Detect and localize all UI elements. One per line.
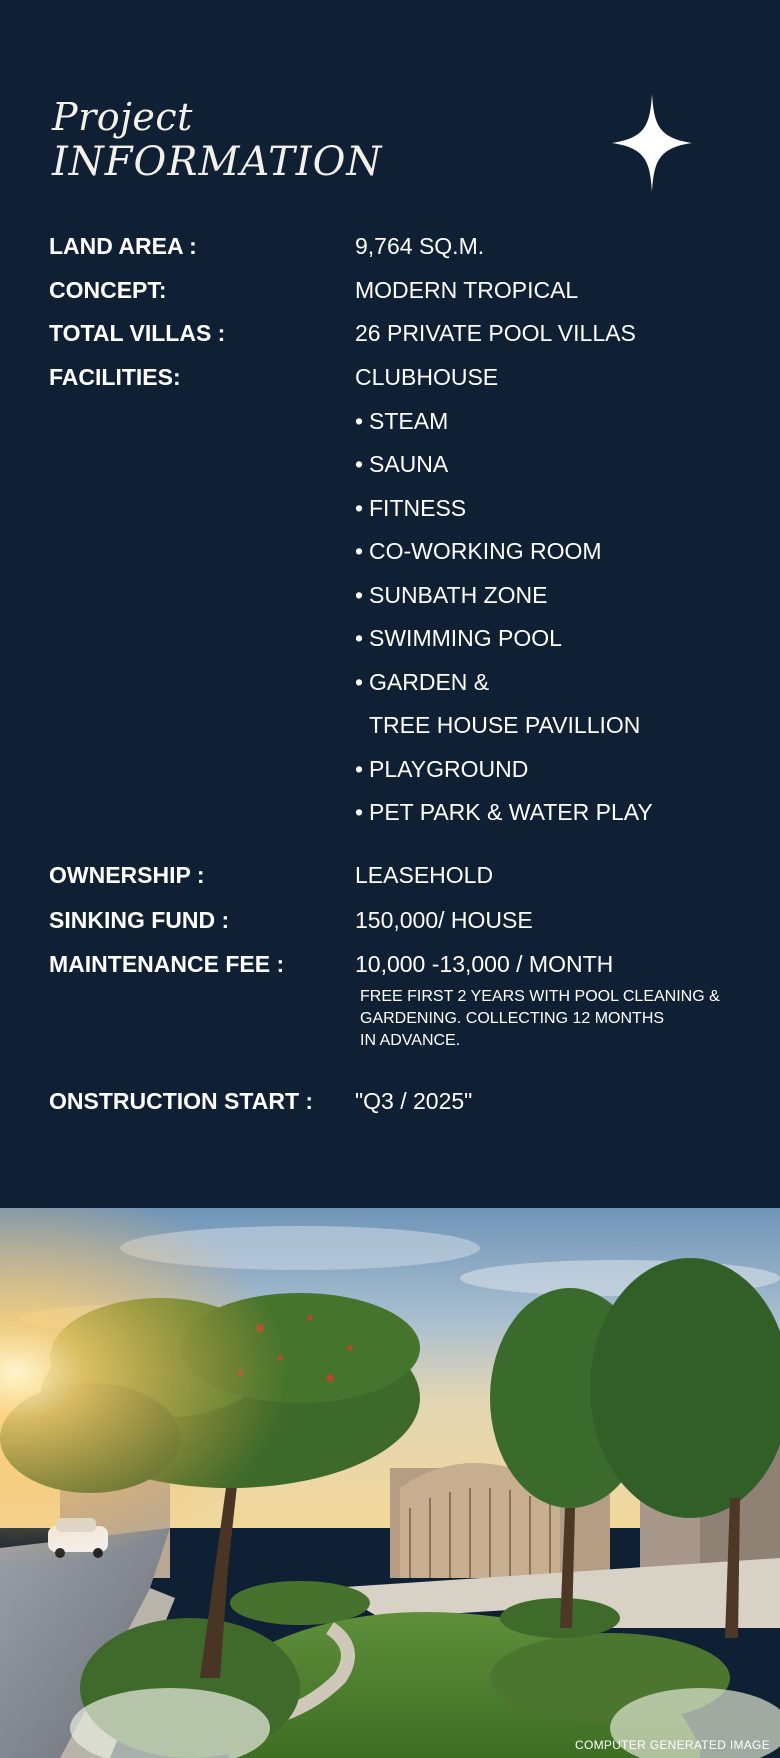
ownership-label: OWNERSHIP : <box>49 862 205 888</box>
maintenance-fee-value: 10,000 -13,000 / MONTH <box>355 951 614 977</box>
facility-item: • PLAYGROUND <box>355 756 529 782</box>
row-concept <box>0 277 780 307</box>
image-caption: COMPUTER GENERATED IMAGE <box>575 1738 770 1752</box>
maintenance-fee-note: FREE FIRST 2 YEARS WITH POOL CLEANING & GARDENING. COLLECTING 12 MONTHS IN ADVANCE. <box>360 988 720 1049</box>
sparkle-icon <box>612 94 692 192</box>
row-land-area <box>0 233 780 263</box>
facility-item: • PET PARK & WATER PLAY <box>355 799 653 825</box>
land-area-label: LAND AREA : <box>49 233 197 259</box>
total-villas-label: TOTAL VILLAS : <box>49 320 226 346</box>
concept-value: MODERN TROPICAL <box>355 277 579 303</box>
title-line-information: INFORMATION <box>52 139 383 185</box>
title-line-project: Project <box>52 95 193 139</box>
total-villas-value: 26 PRIVATE POOL VILLAS <box>355 320 636 346</box>
facilities-value: CLUBHOUSE <box>355 364 499 390</box>
row-maintenance-fee <box>0 951 780 981</box>
maintenance-fee-label: MAINTENANCE FEE : <box>49 951 285 977</box>
page-title <box>52 95 383 185</box>
facility-item: • SAUNA <box>355 451 449 477</box>
facility-item: • GARDEN & <box>355 669 490 695</box>
garden-rendering-image <box>0 1208 780 1758</box>
facilities-label: FACILITIES: <box>49 364 181 390</box>
facility-item: • SWIMMING POOL <box>355 625 562 651</box>
row-ownership <box>0 862 780 892</box>
construction-start-label: ONSTRUCTION START : <box>49 1088 314 1114</box>
facility-item: • STEAM <box>355 408 449 434</box>
row-construction-start <box>0 1088 780 1118</box>
facility-item: • SUNBATH ZONE <box>355 582 548 608</box>
row-sinking-fund <box>0 907 780 937</box>
land-area-value: 9,764 SQ.M. <box>355 233 485 259</box>
facility-item-continuation: TREE HOUSE PAVILLION <box>369 712 641 738</box>
row-facilities <box>0 364 780 394</box>
facility-item: • FITNESS <box>355 495 467 521</box>
garden-illustration <box>0 1208 780 1758</box>
sinking-fund-label: SINKING FUND : <box>49 907 230 933</box>
concept-label: CONCEPT: <box>49 277 167 303</box>
row-total-villas <box>0 320 780 350</box>
sinking-fund-value: 150,000/ HOUSE <box>355 907 533 933</box>
facility-item: • CO-WORKING ROOM <box>355 538 602 564</box>
construction-start-value: "Q3 / 2025" <box>355 1088 473 1114</box>
ownership-value: LEASEHOLD <box>355 862 494 888</box>
